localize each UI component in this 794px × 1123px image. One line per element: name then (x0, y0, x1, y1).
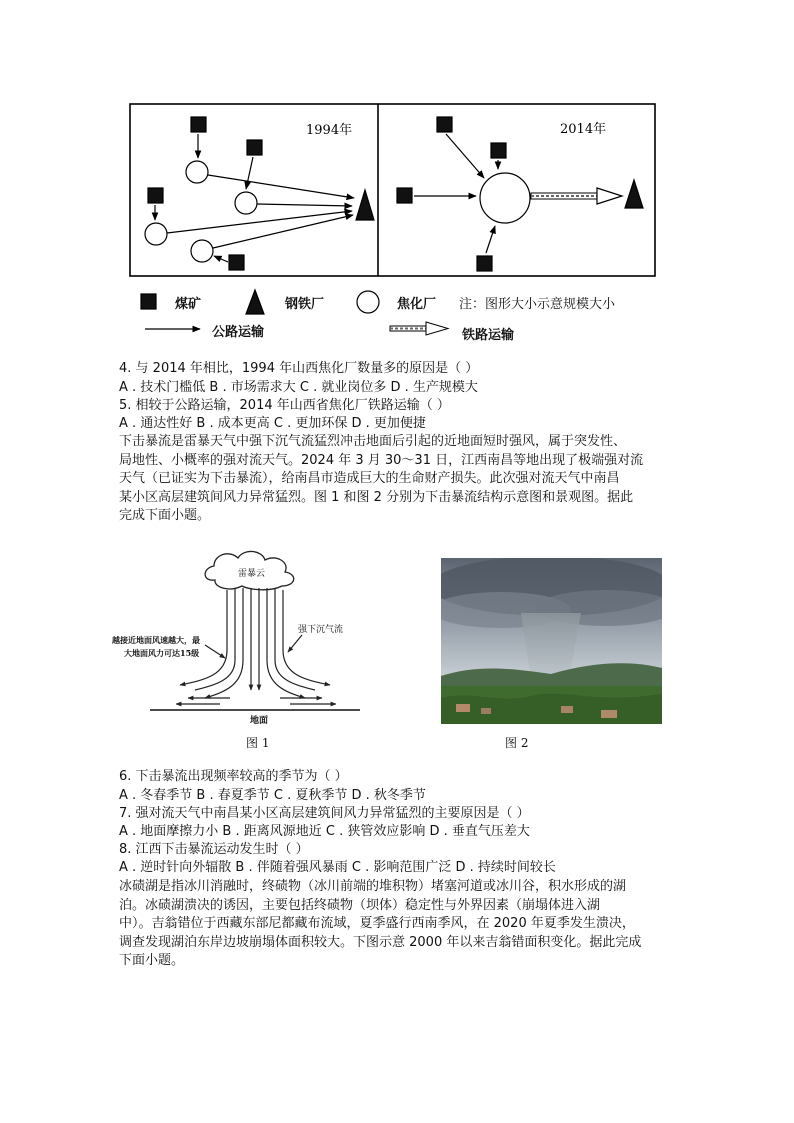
q4-options: A . 技术门槛低 B . 市场需求大 C . 就业岗位多 D . 生产规模大 (119, 380, 478, 395)
q7-stem: 7. 强对流天气中南昌某小区高层建筑间风力异常猛烈的主要原因是（ ） (119, 806, 530, 821)
coking-plant-icon (357, 291, 379, 313)
q8-stem: 8. 江西下击暴流运动发生时（ ） (119, 842, 309, 857)
coking-plant-icon (191, 240, 213, 262)
panel-2014 (397, 117, 643, 271)
legend-steel-plant-label: 钢铁厂 (285, 297, 325, 312)
wind-note-line2: 大地面风力可达15级 (124, 648, 200, 658)
legend-road-label: 公路运输 (212, 325, 265, 340)
q5-stem: 5. 相较于公路运输，2014 年山西省焦化厂铁路运输（ ） (119, 398, 450, 413)
passage-downburst: 下击暴流是雷暴天气中强下沉气流猛烈冲击地面后引起的近地面短时强风，属于突发性、 局地性、小概率的强对流天气。2024 年 3 月 30～31 日，江西南昌等地出现了极端强对流 天气（已证实为下击暴流），给南昌市造成巨大的生命财产损失。此次强对流天气中南昌 某小区高层建筑间风力异常猛烈。图 1 和图 2 分别为下击暴流结构示意图和景观图。据此 完成下面小题。 (119, 434, 644, 523)
panel-1994 (145, 117, 374, 270)
coking-plant-icon (480, 173, 530, 223)
figure1-downburst-diagram (110, 540, 370, 725)
year-2014-label: 2014年 (560, 122, 607, 137)
coal-mine-icon (437, 117, 452, 132)
steel-plant-icon (356, 190, 374, 220)
downdraft-label: 强下沉气流 (298, 625, 344, 635)
wind-note-line1: 越接近地面风速越大，最 (112, 635, 200, 645)
legend-note: 注：图形大小示意规模大小 (459, 297, 616, 312)
q8-options: A . 逆时针向外辐散 B . 伴随着强风暴雨 C . 影响范围广泛 D . 持续时间较长 (119, 860, 556, 875)
q6-options: A . 冬春季节 B . 春夏季节 C . 夏秋季节 D . 秋冬季节 (119, 788, 426, 803)
q7-options: A . 地面摩擦力小 B . 距离风源地近 C . 狭管效应影响 D . 垂直气压差大 (119, 824, 530, 839)
legend-coal-mine-label: 煤矿 (175, 297, 202, 312)
steel-plant-icon (625, 180, 643, 208)
coal-mine-icon (229, 255, 244, 270)
coking-plant-icon (145, 223, 167, 245)
coal-mine-icon (141, 294, 156, 309)
cloud-label: 雷暴云 (238, 569, 266, 579)
passage-moraine-lake: 冰碛湖是指冰川消融时，终碛物（冰川前端的堆积物）堵塞河道或冰川谷，积水形成的湖 泊。冰碛湖溃决的诱因，主要包括终碛物（坝体）稳定性与外界因素（崩塌体进入湖 中）。吉翁错位于西藏东部尼都藏布流域，夏季盛行西南季风，在 2020 年夏季发生溃决， 调查发现湖泊东岸边坡崩塌体面积较大。下图示意 2000 年以来吉翁错面积变化。据此完成 下面小题。 (119, 879, 642, 968)
coal-mine-icon (491, 143, 506, 158)
legend-rail-label: 铁路运输 (462, 328, 515, 343)
coking-plant-icon (186, 161, 208, 183)
coal-mine-icon (477, 256, 492, 271)
coal-mine-icon (397, 188, 412, 203)
coal-mine-icon (191, 117, 206, 132)
legend-coking-plant-label: 焦化厂 (397, 297, 437, 312)
figure2-downburst-photo (441, 558, 662, 724)
q4-stem: 4. 与 2014 年相比，1994 年山西焦化厂数量多的原因是（ ） (119, 361, 479, 376)
coal-mine-icon (148, 188, 163, 203)
year-1994-label: 1994年 (306, 123, 353, 138)
figure2-caption: 图 2 (505, 736, 529, 750)
ground-label: 地面 (250, 716, 269, 725)
coal-mine-icon (247, 140, 262, 155)
rail-arrow-icon (390, 322, 448, 335)
q5-options: A . 通达性好 B . 成本更高 C . 更加环保 D . 更加便捷 (119, 416, 426, 431)
steel-plant-icon (246, 290, 264, 314)
coking-plant-icon (235, 192, 257, 214)
figure1-caption: 图 1 (246, 736, 270, 750)
q6-stem: 6. 下击暴流出现频率较高的季节为（ ） (119, 769, 348, 784)
